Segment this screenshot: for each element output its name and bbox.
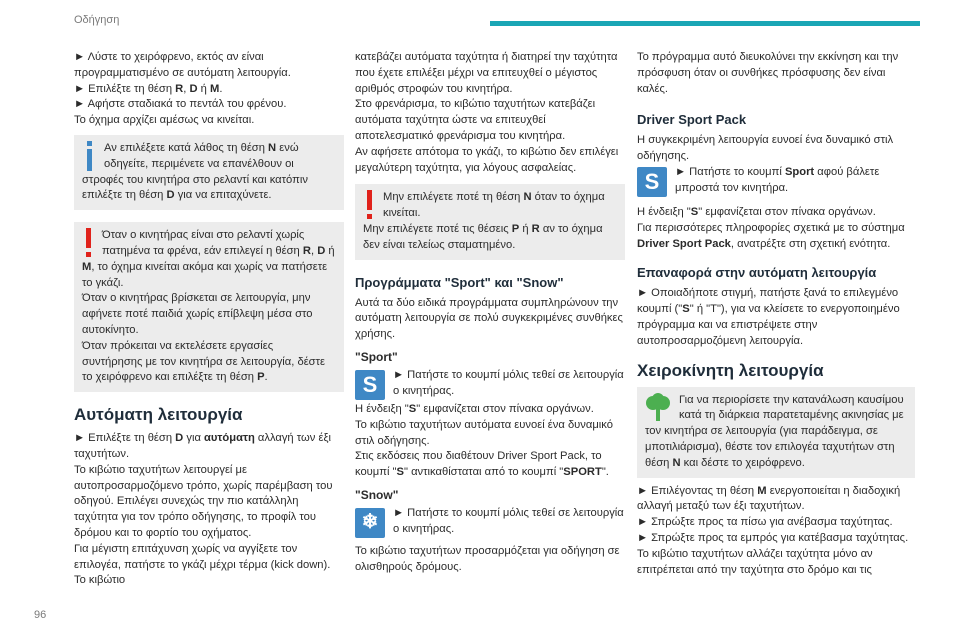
warning-text-3: Όταν πρόκειται να εκτελέσετε εργασίες συντήρησης με τον κινητήρα σε λειτουργία, δέστε το χειρόφρενο και επιλέξτε τη θέση P. <box>82 339 325 384</box>
heading-snow: "Snow" <box>355 487 399 502</box>
sport-description: Το κιβώτιο ταχυτήτων αυτόματα ευνοεί ένα δυναμικό στιλ οδήγησης. <box>355 418 613 447</box>
section-title: Οδήγηση <box>74 14 120 26</box>
sport-pack-note: Στις εκδόσεις που διαθέτουν Driver Sport Pack, το κουμπί "S" αντικαθίσταται από το κουμπί "SPORT". <box>355 450 609 479</box>
eco-tip-text: Για να περιορίσετε την κατανάλωση καυσίμου κατά τη διάρκεια παρατεταμένης ακινησίας με τον κινητήρα σε λειτουργία (για παράδειγμα, σε μποτιλιάρισμα), θέστε τον επιλογέα ταχυτήτων στη θέση N και δέστε το χειρόφρενο. <box>645 393 904 469</box>
snowflake-icon: ❄ <box>355 508 385 538</box>
auto-step-select-d: ► Επιλέξτε τη θέση D για αυτόματη αλλαγή των έξι ταχυτήτων. <box>74 432 331 460</box>
heading-manual-mode: Χειροκίνητη λειτουργία <box>637 360 824 380</box>
warning-text-neutral: Μην επιλέγετε ποτέ τη θέση N όταν το όχημα κινείται. <box>383 191 605 220</box>
manual-step-select-m: ► Επιλέγοντας τη θέση M ενεργοποιείται η διαδοχική αλλαγή μεταξύ των έξι ταχυτήτων. <box>637 484 901 513</box>
snow-step: ► Πατήστε το κουμπί μόλις τεθεί σε λειτουργία ο κινητήρας. <box>393 506 624 535</box>
warning-text-2: Όταν ο κινητήρας βρίσκεται σε λειτουργία, μην αφήνετε ποτέ παιδιά χωρίς επίβλεψη μέσα στο αυτοκίνητο. <box>82 292 313 336</box>
sport-step: ► Πατήστε το κουμπί μόλις τεθεί σε λειτουργία ο κινητήρας. <box>393 368 624 397</box>
sport-button-icon: S <box>355 370 385 400</box>
header-accent-bar <box>490 21 920 26</box>
heading-automatic-mode: Αυτόματη λειτουργία <box>74 405 243 425</box>
snow-continued: Το πρόγραμμα αυτό διευκολύνει την εκκίνηση και την πρόσφυση όταν οι συνθήκες πρόσφυσης δεν είναι καλές. <box>637 51 899 95</box>
heading-sport: "Sport" <box>355 349 398 364</box>
sport-button-icon: S <box>637 167 667 197</box>
info-text: Αν επιλέξετε κατά λάθος τη θέση N ενώ οδηγείτε, περιμένετε να επανέλθουν οι στροφές του κινητήρα στο ρελαντί και κατόπιν επιλέξτε τη θέση D για να επιταχύνετε. <box>82 141 308 202</box>
manual-upshift: ► Σπρώξτε προς τα πίσω για ανέβασμα ταχύτητας. <box>637 516 893 529</box>
dsp-step: ► Πατήστε το κουμπί Sport αφού βάλετε μπροστά τον κινητήρα. <box>675 165 880 194</box>
warning-icon <box>82 228 96 258</box>
dsp-indicator: Η ένδειξη "S" εμφανίζεται στον πίνακα οργάνων. <box>637 205 876 218</box>
auto-kickdown: Για μέγιστη επιτάχυνση χωρίς να αγγίξετε τον επιλογέα, πατήστε το γκάζι μέχρι τέρμα (kick down). Το κιβώτιο <box>74 542 331 587</box>
auto-throttle-release: Αν αφήσετε απότομα το γκάζι, το κιβώτιο δεν επιλέγει μεγαλύτερη ταχύτητα, για λόγους ασφαλείας. <box>355 145 619 174</box>
info-box-neutral <box>74 135 344 210</box>
manual-conditions: Το κιβώτιο ταχυτήτων αλλάζει ταχύτητα μόνο αν επιτρέπεται από την ταχύτητα στο δρόμο και τις <box>637 547 873 576</box>
heading-driver-sport-pack: Driver Sport Pack <box>637 112 747 128</box>
warning-icon <box>363 190 377 220</box>
auto-description: Το κιβώτιο ταχυτήτων λειτουργεί με αυτοπροσαρμοζόμενο τρόπο, χωρίς παρέμβαση του οδηγού. Επιλέγει συνεχώς την πιο κατάλληλη ταχύτητα για τον τρόπο οδήγησης, το προφίλ του δρόμου και το φορτίο του οχήματος. <box>74 463 333 539</box>
column-2 <box>355 50 625 576</box>
info-icon <box>82 141 98 171</box>
heading-programs: Προγράμματα "Sport" και "Snow" <box>355 274 564 290</box>
auto-braking: Στο φρενάρισμα, το κιβώτιο ταχυτήτων κατεβάζει αυτόματα ταχύτητα ώστε να επιτευχθεί αποτελεσματικό φρενάρισμα του κινητήρα. <box>355 98 596 142</box>
dsp-description: Η συγκεκριμένη λειτουργία ευνοεί ένα δυναμικό στιλ οδήγησης. <box>637 134 894 163</box>
auto-continued: κατεβάζει αυτόματα ταχύτητα ή διατηρεί την ταχύτητα που έχετε επιλέξει μέχρι να επιτευχθεί ο μέγιστος αριθμός στροφών του κινητήρα. <box>355 51 618 95</box>
eco-tree-icon <box>645 393 673 423</box>
dsp-more-info: Για περισσότερες πληροφορίες σχετικά με το σύστημα Driver Sport Pack, ανατρέξτε στη σχετική ενότητα. <box>637 221 905 250</box>
snow-description: Το κιβώτιο ταχυτήτων προσαρμόζεται για οδήγηση σε ολισθηρούς δρόμους. <box>355 544 620 573</box>
step-release-brake: ► Αφήστε σταδιακά το πεντάλ του φρένου. <box>74 98 287 111</box>
manual-downshift: ► Σπρώξτε προς τα εμπρός για κατέβασμα ταχύτητας. <box>637 531 909 544</box>
return-step: ► Οποιαδήποτε στιγμή, πατήστε ξανά το επιλεγμένο κουμπί ("S" ή "T"), για να κλείσετε το ενεργοποιημένο πρόγραμμα και να επιστρέψετε στην αυτοπροσαρμοζόμενη λειτουργία. <box>637 287 900 347</box>
warning-text-stopped: Μην επιλέγετε ποτέ τις θέσεις P ή R αν το όχημα δεν είναι τελείως σταματημένο. <box>363 222 603 251</box>
programs-intro: Αυτά τα δύο ειδικά προγράμματα συμπληρώνουν την αυτόματη λειτουργία σε πολύ συγκεκριμένες συνθήκες χρήσης. <box>355 296 623 341</box>
vehicle-moves-text: Το όχημα αρχίζει αμέσως να κινείται. <box>74 114 255 127</box>
warning-text-1: Όταν ο κινητήρας είναι στο ρελαντί χωρίς πατημένα τα φρένα, εάν επιλεγεί η θέση R, D ή M, το όχημα κινείται ακόμα και χωρίς να πατήσετε το γκάζι. <box>82 229 335 289</box>
column-1 <box>74 50 344 589</box>
step-release-handbrake: ► Λύστε το χειρόφρενο, εκτός αν είναι προγραμματισμένο σε αυτόματη λειτουργία. <box>74 51 291 79</box>
warning-box-neutral <box>355 184 625 259</box>
heading-return-auto: Επαναφορά στην αυτόματη λειτουργία <box>637 265 877 281</box>
warning-box-idle <box>74 222 344 392</box>
step-select-position: ► Επιλέξτε τη θέση R, D ή M. <box>74 82 223 95</box>
sport-indicator: Η ένδειξη "S" εμφανίζεται στον πίνακα οργάνων. <box>355 402 594 415</box>
page-number: 96 <box>34 609 47 621</box>
eco-tip-box <box>637 387 915 478</box>
column-3 <box>637 50 915 578</box>
